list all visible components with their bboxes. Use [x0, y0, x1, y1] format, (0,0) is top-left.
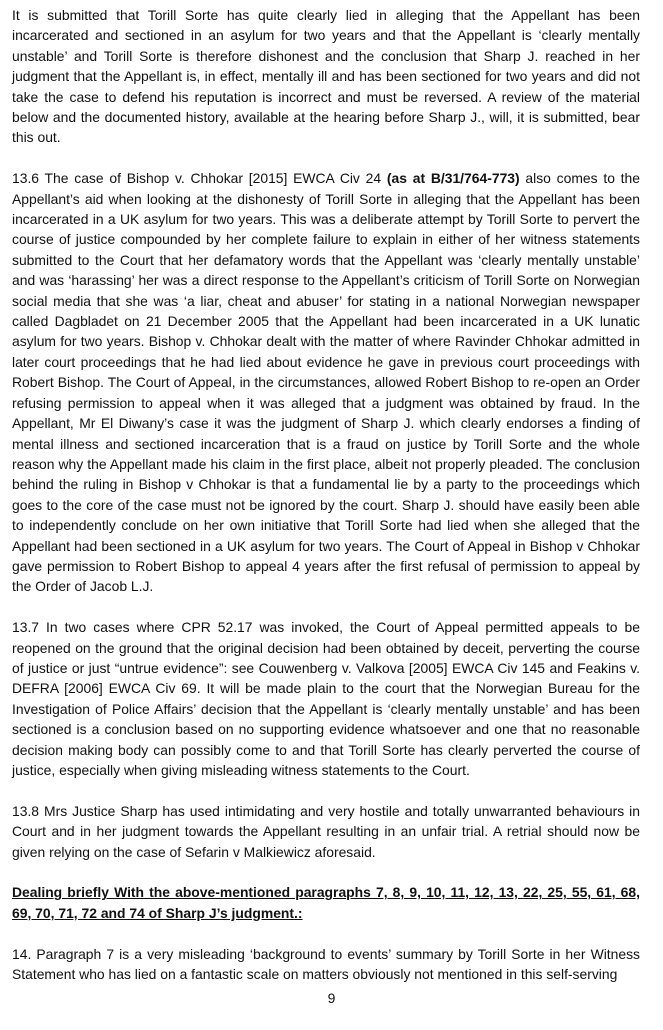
paragraph-gap — [12, 923, 640, 943]
paragraph-13-6-bundle-reference: (as at B/31/764-773) — [386, 170, 520, 187]
paragraph-gap — [12, 148, 640, 168]
paragraph-13-8: 13.8 Mrs Justice Sharp has used intimidating and very hostile and totally unwarranted behaviours in Court and in her judgment towards the Appellant resulting in an unfair trial. A retrial should now be given relying on the case of Sefarin v Malkiewicz aforesaid. — [12, 802, 640, 860]
paragraph-intro: It is submitted that Torill Sorte has quite clearly lied in alleging that the Appellant has been incarcerated and sectioned in an asylum for two years and that the Appellant is ‘clearly mentally unstable’ and Torill Sorte is therefore dishonest and the conclusion that Sharp J. reached in her judgment that the Appellant is, in effect, mentally ill and has been sectioned for two years and did not take the case to defend his reputation is incorrect and must be reversed. A review of the material below and the documented history, available at the hearing before Sharp J., will, it is submitted, bear this out. — [12, 7, 640, 146]
paragraph-14: 14. Paragraph 7 is a very misleading ‘background to events’ summary by Torill Sorte in her Witness Statement who has lied on a fantastic scale on matters obviously not mentioned in this self-serving — [12, 945, 640, 983]
paragraph-13-6-text-start: 13.6 The case of Bishop v. Chhokar [2015] EWCA Civ 24 — [12, 170, 387, 187]
section-heading: Dealing briefly With the above-mentioned paragraphs 7, 8, 9, 10, 11, 12, 13, 22, 25, 55, 61, 68, 69, 70, 71, 72 and 74 of Sharp J’s judgment.: — [12, 884, 640, 921]
page-number: 9 — [327, 990, 336, 1006]
paragraph-gap — [12, 597, 640, 617]
paragraph-13-6 — [12, 168, 640, 597]
paragraph-gap — [12, 780, 640, 800]
paragraph-13-7: 13.7 In two cases where CPR 52.17 was invoked, the Court of Appeal permitted appeals to be reopened on the ground that the original decision had been obtained by deceit, perverting the course of justice or just “untrue evidence”: see Couwenberg v. Valkova [2005] EWCA Civ 145 and Feakins v. DEFRA [2006] EWCA Civ 69. It will be made plain to the court that the Norwegian Bureau for the Investigation of Police Affairs’ decision that the Appellant is ‘clearly mentally unstable’ and has been sectioned is a conclusion based on no supporting evidence whatsoever and one that no reasonable decision making body can possibly come to and that Torill Sorte has clearly perverted the course of justice, especially when giving misleading witness statements to the Court. — [12, 619, 640, 778]
paragraph-13-6-text-end: also comes to the Appellant’s aid when looking at the dishonesty of Torill Sorte in alleging that the Appellant has been incarcerated in a UK asylum for two years. This was a deliberate attempt by Torill Sorte to pervert the course of justice compounded by her complete failure to explain in either of her witness statements submitted to the Court that her defamatory words that the Appellant was ‘clearly mentally unstable’ and was ‘harassing’ her was a direct response to the Appellant’s criticism of Torill Sorte on Norwegian social media that she was ‘a liar, cheat and abuser’ for stating in a national Norwegian newspaper called Dagbladet on 21 December 2005 that the Appellant had been incarcerated in a UK lunatic asylum for two years. Bishop v. Chhokar dealt with the matter of where Ravinder Chhokar admitted in later court proceedings that he had lied about evidence he gave in previous court proceedings with Robert Bishop. The Court of Appeal, in the circumstances, allowed Robert Bishop to re-open an Order refusing permission to appeal when it was alleged that a judgment was obtained by fraud. In the Appellant, Mr El Diwany’s case it was the judgment of Sharp J. which clearly endorses a finding of mental illness and sectioned incarceration that is a fraud on justice by Torill Sorte and the whole reason why the Appellant made his claim in the first place, albeit not properly pleaded. The conclusion behind the ruling in Bishop v Chhokar is that a fundamental lie by a party to the proceedings which goes to the core of the case must not be ignored by the court. Sharp J. should have easily been able to independently conclude on her own initiative that Torill Sorte had lied when she alleged that the Appellant had been sectioned in a UK asylum for two years. The Court of Appeal in Bishop v Chhokar gave permission to Robert Bishop to appeal 4 years after the first refusal of permission to appeal by the Order of Jacob L.J. — [12, 170, 640, 595]
document-page — [12, 5, 640, 984]
paragraph-gap — [12, 862, 640, 882]
